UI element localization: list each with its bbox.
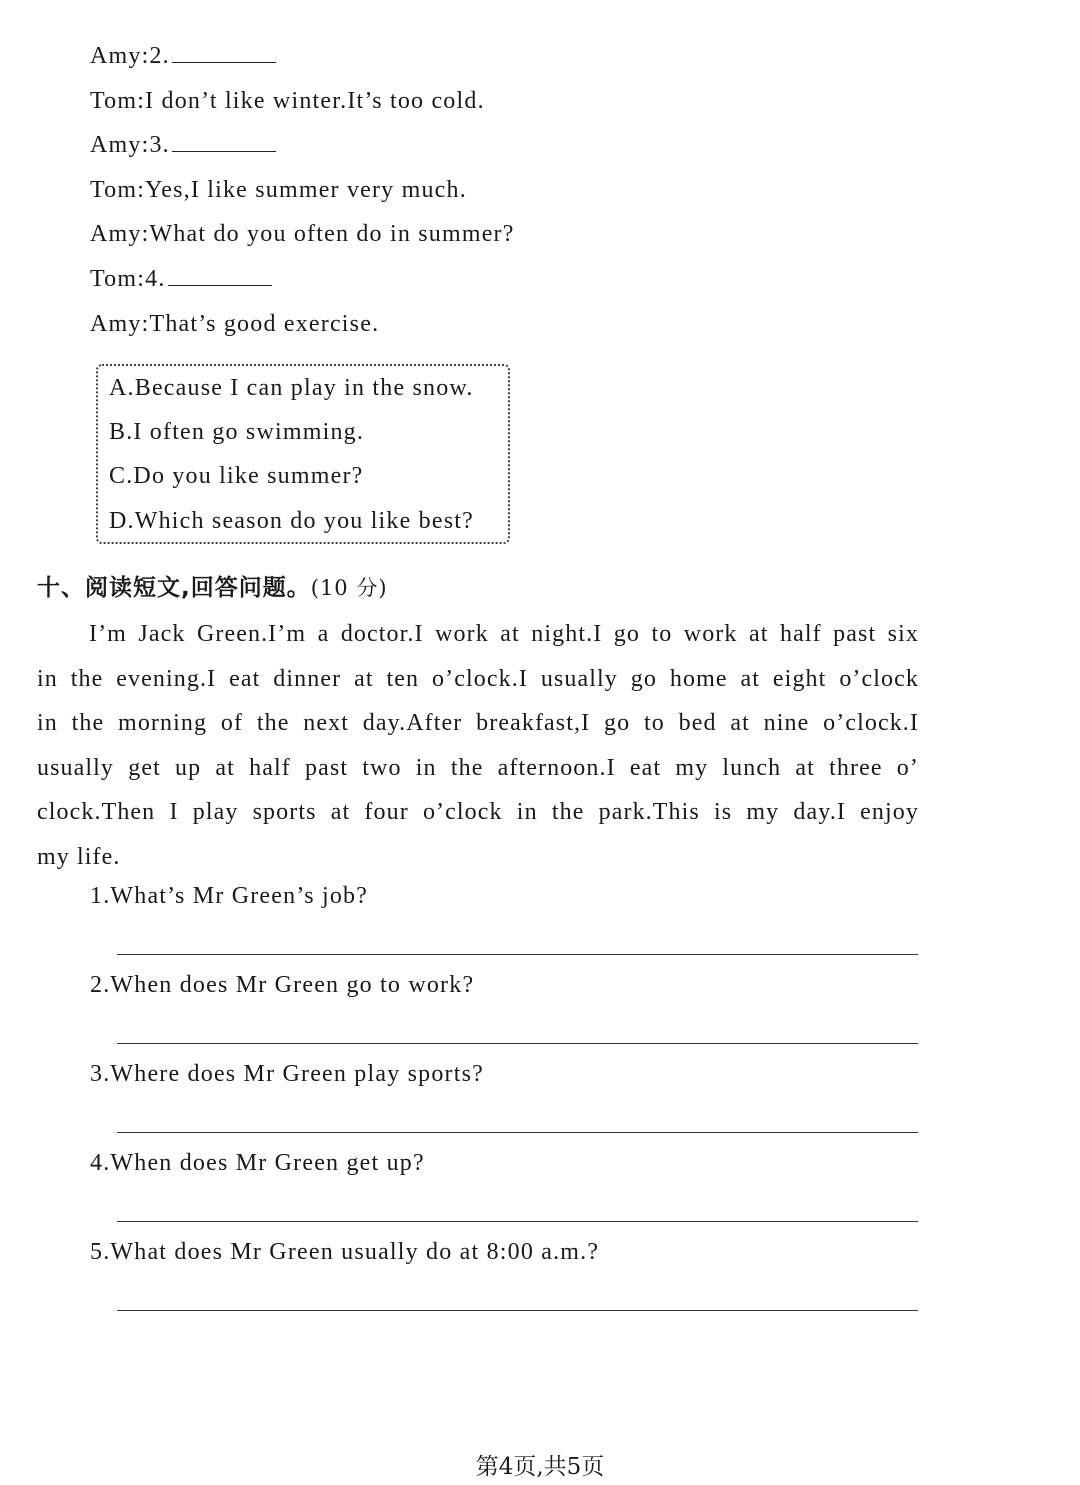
answer-line-1[interactable] — [117, 954, 918, 955]
question-1: 1.What’s Mr Green’s job? — [90, 883, 369, 909]
answer-blank-2[interactable] — [172, 42, 276, 63]
option-b: B.I often go swimming. — [109, 419, 365, 445]
section-heading: 十、阅读短文,回答问题。(10 分) — [37, 575, 388, 601]
question-2: 2.When does Mr Green go to work? — [90, 972, 475, 998]
dialogue-line: Amy:That’s good exercise. — [90, 311, 380, 337]
dialogue-line: Amy:What do you often do in summer? — [90, 221, 515, 247]
answer-line-3[interactable] — [117, 1132, 918, 1133]
question-4: 4.When does Mr Green get up? — [90, 1150, 425, 1176]
question-5: 5.What does Mr Green usually do at 8:00 a.m.? — [90, 1239, 600, 1265]
answer-blank-4[interactable] — [168, 265, 272, 286]
dialogue-line: Tom:Yes,I like summer very much. — [90, 177, 467, 203]
dialogue-line-3: Amy:3. — [90, 130, 276, 160]
answer-line-5[interactable] — [117, 1310, 918, 1311]
page-number: 第4页,共5页 — [475, 1454, 605, 1480]
answer-line-2[interactable] — [117, 1043, 918, 1044]
option-c: C.Do you like summer? — [109, 463, 364, 489]
passage-line: in the morning of the next day.After breakfast,I go to bed at nine o’clock.I — [37, 710, 919, 737]
passage-line: I’m Jack Green.I’m a doctor.I work at night.I go to work at half past six — [89, 621, 919, 647]
option-d: D.Which season do you like best? — [109, 508, 474, 534]
passage-line: usually get up at half past two in the afternoon.I eat my lunch at three o’ — [37, 754, 919, 781]
section-score: (10 分) — [310, 576, 388, 600]
dialogue-line-4: Tom:4. — [90, 264, 272, 294]
question-3: 3.Where does Mr Green play sports? — [90, 1061, 485, 1087]
dialogue-line: Tom:I don’t like winter.It’s too cold. — [90, 88, 485, 114]
passage-line: clock.Then I play sports at four o’clock in the park.This is my day.I enjoy — [37, 799, 919, 826]
option-a: A.Because I can play in the snow. — [109, 375, 474, 401]
answer-blank-3[interactable] — [172, 131, 276, 152]
dialogue-line-2: Amy:2. — [90, 41, 276, 71]
answer-line-4[interactable] — [117, 1221, 918, 1222]
reading-passage — [37, 612, 919, 880]
passage-line: my life. — [37, 843, 121, 870]
passage-line: in the evening.I eat dinner at ten o’clock.I usually go home at eight o’clock — [37, 665, 919, 692]
